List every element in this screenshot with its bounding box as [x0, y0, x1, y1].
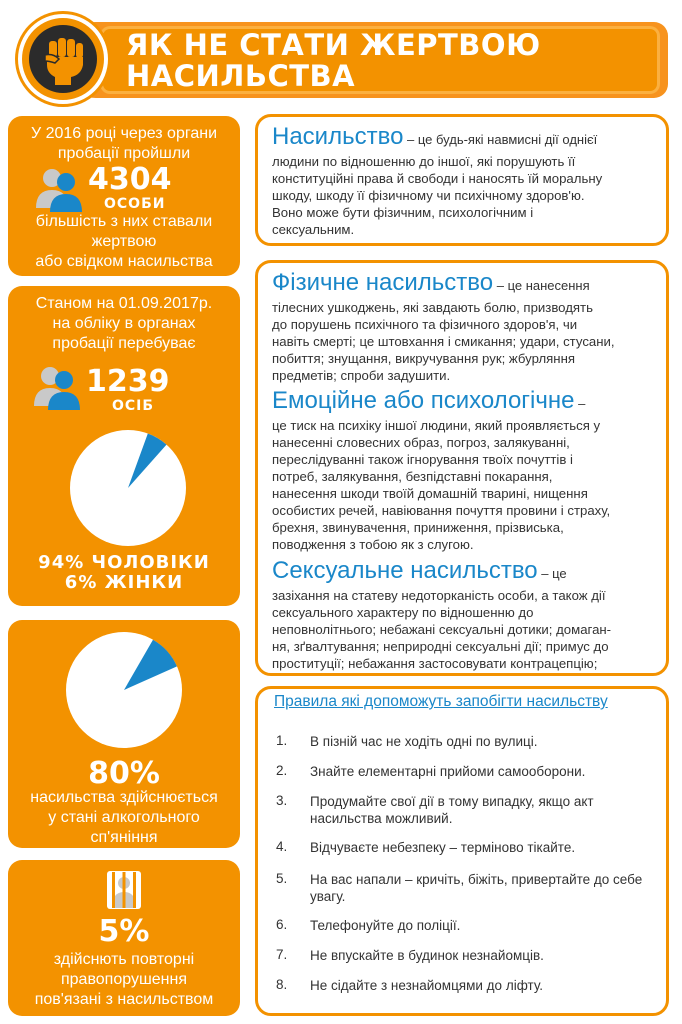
rule-text: В пізній час не ходіть одні по вулиці. [310, 734, 538, 749]
stat1-line2: пробації пройшли [57, 145, 191, 162]
stat2-line2: на обліку в органах [52, 315, 196, 332]
raised-fist-icon [43, 35, 87, 85]
rules-card [255, 686, 669, 1016]
violence-line: Воно може бути фізичним, психологічним і [272, 205, 534, 220]
sexual-line: проституції; небажання застосовувати контрацепцію; [272, 656, 598, 671]
emotional-line: це тиск на психіку іншої людини, який проявляється у [272, 418, 601, 433]
rule-number: 7. [276, 947, 288, 962]
people-icon [34, 166, 86, 212]
rule-text: Знайте елементарні прийоми самооборони. [310, 764, 586, 779]
sexual-line: зазіхання на статеву недоторканість особи, а також дії [272, 588, 606, 603]
physical-line: навіть смерті; це штовхання і смикання; удари, стусани, [272, 334, 615, 349]
rule-number: 4. [276, 839, 288, 854]
fist-badge [18, 14, 108, 104]
violence-line: сексуальним. [272, 222, 355, 237]
physical-heading [272, 269, 656, 297]
physical-line: до порушень психічного та фізичного здоров'я, чи [272, 317, 578, 332]
violence-heading [272, 123, 656, 151]
rule-text: На вас напали – кричіть, біжіть, привертайте до себе увагу. [310, 872, 643, 904]
physical-term: Фізичне насильство [272, 269, 494, 296]
rule-number: 1. [276, 733, 288, 748]
emotional-body [272, 417, 656, 553]
stat3-line2: у стані алкогольного [48, 809, 200, 826]
physical-body [272, 299, 656, 384]
physical-line: тілесних ушкоджень, які завдають болю, призводять [272, 300, 593, 315]
rule-item [276, 947, 654, 964]
rule-item [276, 763, 654, 780]
stat-panel-alcohol [8, 620, 240, 848]
physical-line: побиття; знущання, викручування рук; жбурляння [272, 351, 576, 366]
stat-panel-registered [8, 286, 240, 606]
emotional-line: потреб, залякування, безпідставні покарання, [272, 469, 553, 484]
rule-item [276, 839, 654, 856]
emotional-line: нанесення шкоди твоїй домашній тварині, нищення [272, 486, 588, 501]
stat2-men: 94% ЧОЛОВІКИ [38, 552, 210, 573]
emotional-term: Емоційне або психологічне [272, 387, 575, 414]
stat3-line3: сп'яніння [90, 829, 158, 846]
rule-item [276, 793, 654, 827]
stat1-line4: жертвою [91, 233, 157, 250]
stat3-line1: насильства здійснюється [30, 789, 218, 806]
stat2-line1: Станом на 01.09.2017р. [35, 295, 213, 312]
sexual-dash: – це [537, 566, 567, 581]
stat1-line1: У 2016 році через органи [30, 125, 218, 142]
sexual-body [272, 587, 656, 672]
rule-item [276, 917, 654, 934]
stat-panel-probation-2016 [8, 116, 240, 276]
stat1-line5: або свідком насильства [35, 253, 213, 270]
physical-dash: – це нанесення [493, 278, 590, 293]
rule-item [276, 733, 654, 750]
violence-body [272, 153, 656, 238]
title-line-1: ЯК НЕ СТАТИ ЖЕРТВОЮ [126, 28, 541, 62]
stat1-line3: більшість з них ставали [35, 213, 213, 230]
stat1-unit: ОСОБИ [104, 196, 166, 212]
emotional-line: брехня, звинувачення, приниження, прізвиська, [272, 520, 564, 535]
stat2-line3: пробації перебуває [52, 335, 196, 352]
violence-dash: – це будь-які навмисні дії однієї [403, 132, 598, 147]
rule-number: 6. [276, 917, 288, 932]
emotional-dash: – [574, 396, 586, 411]
page-title [126, 30, 626, 92]
rule-number: 5. [276, 871, 288, 886]
stat2-number: 1239 [86, 364, 170, 399]
stat4-percent: 5% [98, 914, 150, 949]
rule-text: Не сідайте з незнайомцями до ліфту. [310, 978, 543, 993]
violence-line: людини по відношенню до іншої, які порушують її [272, 154, 576, 169]
emotional-line: особистих речей, навіювання почуття провини і страху, [272, 503, 611, 518]
rule-number: 3. [276, 793, 288, 808]
stat1-number: 4304 [88, 162, 172, 197]
stat2-unit: ОСІБ [112, 398, 155, 414]
definition-card-violence [255, 114, 669, 246]
title-line-2: НАСИЛЬСТВА [126, 59, 356, 93]
header-banner [18, 14, 668, 104]
stat3-percent: 80% [88, 756, 160, 791]
prisoner-icon [106, 870, 142, 910]
rules-title: Правила які допоможуть запобігти насильству [274, 693, 608, 710]
sexual-term: Сексуальне насильство [272, 557, 538, 584]
stat4-line3: пов'язані з насильством [34, 991, 214, 1008]
gender-pie-chart [68, 428, 188, 548]
stat4-line1: здійснють повторні [53, 951, 195, 968]
violence-line: конституційні права й свободи і наносять їй моральну [272, 171, 603, 186]
physical-line: предметів; спроби задушити. [272, 368, 451, 383]
sexual-line: неповнолітнього; небажані сексуальні дотики; домаган- [272, 622, 612, 637]
people-icon [32, 364, 84, 410]
stat2-women: 6% ЖІНКИ [64, 572, 184, 593]
alcohol-pie-chart [64, 630, 184, 750]
rule-text: Телефонуйте до поліції. [310, 918, 461, 933]
sexual-line: сексуального характеру по відношенню до [272, 605, 534, 620]
sexual-heading [272, 557, 656, 585]
violence-line: шкоду, шкоду її фізичному чи психічному здоров'ю. [272, 188, 585, 203]
fist-badge-inner [29, 25, 97, 93]
rule-text: Не впускайте в будинок незнайомців. [310, 948, 544, 963]
rule-item [276, 871, 654, 905]
rule-text: Відчуваєте небезпеку – терміново тікайте. [310, 840, 576, 855]
rule-text: Продумайте свої дії в тому випадку, якщо акт насильства можливий. [310, 794, 594, 826]
stat4-line2: правопорушення [60, 971, 188, 988]
emotional-heading [272, 387, 656, 415]
emotional-line: нанесенні словесних образ, погроз, залякуванні, [272, 435, 570, 450]
violence-term: Насильство [272, 123, 404, 150]
rule-item [276, 977, 654, 994]
rule-number: 2. [276, 763, 288, 778]
definition-card-types [255, 260, 669, 676]
stat-panel-repeat [8, 860, 240, 1016]
sexual-line: ня, зґвалтування; неприродні сексуальні дії; примус до [272, 639, 609, 654]
rule-number: 8. [276, 977, 288, 992]
emotional-line: поводження з тобою як з слугою. [272, 537, 474, 552]
emotional-line: переслідуванні також ігнорування твоїх почуттів і [272, 452, 573, 467]
